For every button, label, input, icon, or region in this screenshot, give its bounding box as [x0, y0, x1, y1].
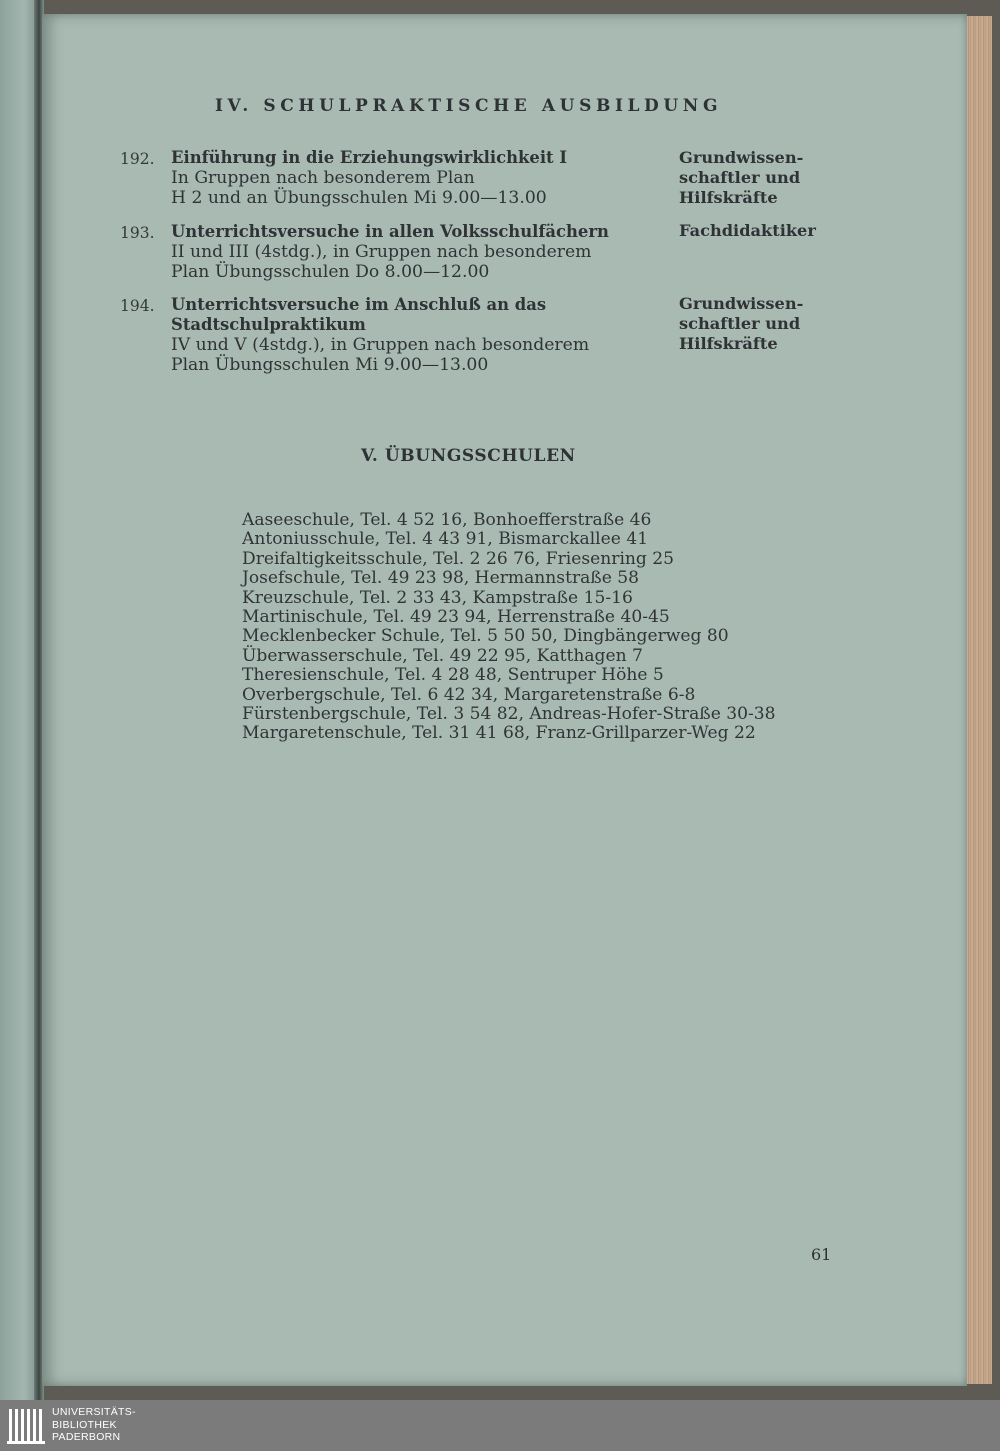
list-item: Overbergschule, Tel. 6 42 34, Margaretenstraße 6-8: [242, 684, 696, 705]
page-number: 61: [811, 1245, 832, 1264]
entry-title: Unterrichtsversuche in allen Volksschulfächern: [171, 222, 609, 241]
list-item: Überwasserschule, Tel. 49 22 95, Katthagen 7: [242, 645, 643, 666]
library-logo-icon: [7, 1405, 47, 1447]
entry-title-continued: Stadtschulpraktikum: [171, 315, 366, 334]
entry-instructors: Fachdidaktiker: [679, 221, 816, 240]
entry-instructors: Grundwissen- schaftler und Hilfskräfte: [679, 148, 804, 207]
entry-title: Unterrichtsversuche im Anschluß an das: [171, 295, 547, 314]
entry-instructors: Grundwissen- schaftler und Hilfskräfte: [679, 294, 804, 353]
list-item: Martinischule, Tel. 49 23 94, Herrenstraße 40-45: [242, 607, 670, 628]
section-iv-heading: IV. SCHULPRAKTISCHE AUSBILDUNG: [215, 96, 723, 116]
page-stack-edges: [964, 16, 992, 1384]
entry-detail-line: IV und V (4stdg.), in Gruppen nach besonderem: [171, 335, 590, 355]
entry-detail-line: II und III (4stdg.), in Gruppen nach besonderem: [171, 242, 592, 262]
library-footer-bar: [0, 1400, 1000, 1451]
entry-detail-line: Plan Übungsschulen Do 8.00—12.00: [171, 262, 490, 282]
list-item: Dreifaltigkeitsschule, Tel. 2 26 76, Friesenring 25: [242, 548, 675, 569]
list-item: Margaretenschule, Tel. 31 41 68, Franz-Grillparzer-Weg 22: [242, 723, 756, 744]
list-item: Antoniusschule, Tel. 4 43 91, Bismarckallee 41: [242, 529, 649, 550]
entry-detail-line: In Gruppen nach besonderem Plan: [171, 168, 475, 188]
list-item: Theresienschule, Tel. 4 28 48, Sentruper Höhe 5: [242, 665, 664, 686]
entry-detail-line: Plan Übungsschulen Mi 9.00—13.00: [171, 355, 489, 375]
library-name: UNIVERSITÄTS- BIBLIOTHEK PADERBORN: [52, 1406, 136, 1443]
list-item: Fürstenbergschule, Tel. 3 54 82, Andreas-Hofer-Straße 30-38: [242, 704, 776, 725]
entry-detail-line: H 2 und an Übungsschulen Mi 9.00—13.00: [171, 188, 547, 208]
list-item: Kreuzschule, Tel. 2 33 43, Kampstraße 15-16: [242, 587, 633, 608]
section-v-heading: V. ÜBUNGSSCHULEN: [361, 446, 576, 466]
school-list: [242, 511, 776, 744]
entry-number: 193.: [120, 224, 155, 242]
list-item: Josefschule, Tel. 49 23 98, Hermannstraße 58: [242, 568, 640, 589]
entry-number: 194.: [120, 297, 155, 315]
list-item: Mecklenbecker Schule, Tel. 5 50 50, Dingbängerweg 80: [242, 626, 729, 647]
entry-number: 192.: [120, 150, 155, 168]
list-item: Aaseeschule, Tel. 4 52 16, Bonhoefferstraße 46: [242, 510, 652, 530]
entry-title: Einführung in die Erziehungswirklichkeit I: [171, 148, 567, 167]
